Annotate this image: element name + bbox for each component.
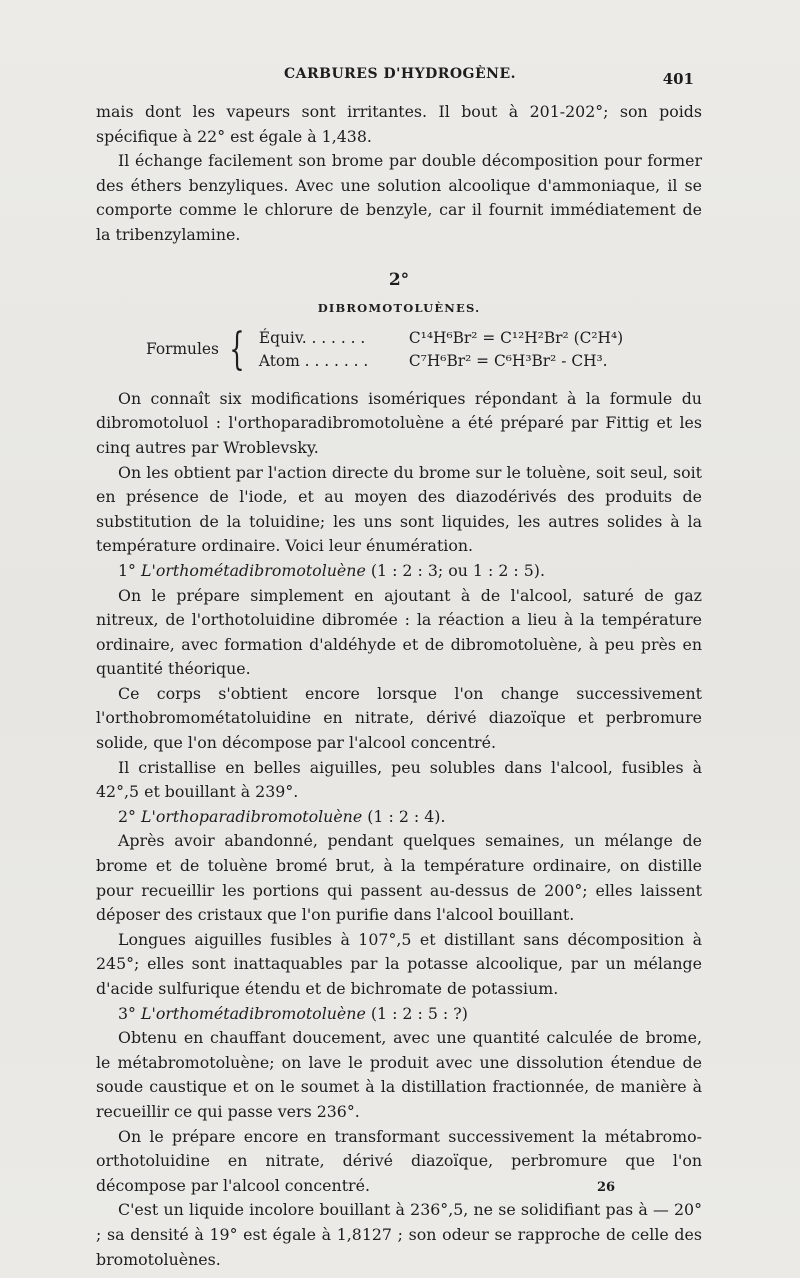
formula-key: Atom . . . . . . . bbox=[258, 351, 369, 370]
formula-label: Formules bbox=[146, 340, 219, 359]
paragraph: Ce corps s'obtient encore lorsque l'on change successivement l'orthobromométatoluidine en nitrate, dérivé diazoïque et perbromure solide, que l'on décompose par l'alcool concentré. bbox=[96, 683, 702, 753]
formula-row-equiv bbox=[259, 327, 623, 350]
subsection-number: 1° bbox=[118, 560, 136, 580]
paragraph: On connaît six modifications isomériques répondant à la formule du dibromotoluol : l'orthoparadibromotoluène a été préparé par Fittig et les cinq autres par Wroblevsky. bbox=[96, 388, 702, 457]
running-head: CARBURES D'HYDROGÈNE. bbox=[283, 66, 517, 82]
subsection-number: 3° bbox=[118, 1003, 136, 1023]
compound-name: L'orthoparadibromotoluène bbox=[140, 806, 363, 826]
compound-formula: (1 : 2 : 4). bbox=[367, 806, 446, 826]
subsection-heading-3 bbox=[96, 1002, 702, 1027]
subsection-heading-2 bbox=[96, 805, 702, 830]
compound-formula: (1 : 2 : 5 : ?) bbox=[370, 1003, 468, 1023]
paragraph: C'est un liquide incolore bouillant à 236°,5, ne se solidifiant pas à — 20° ; sa densité à 19° est égale à 1,8127 ; son odeur se rapproche de celle des bromotoluènes. bbox=[96, 1200, 702, 1269]
paragraph: Obtenu en chauffant doucement, avec une quantité calculée de brome, le métabromotoluène; on lave le produit avec une dissolution étendue de soude caustique et on le soumet à la distillation fractionnée, de manière à recueillir ce qui passe vers 236°. bbox=[96, 1028, 702, 1121]
paragraph: On le prépare encore en transformant successivement la métabromo-orthotoluidine en nitrate, dérivé diazoïque, perbromure que l'on décompose par l'alcool concentré. bbox=[96, 1126, 702, 1195]
subsection-number: 2° bbox=[118, 806, 136, 826]
formula-block bbox=[146, 323, 702, 375]
page-body bbox=[96, 100, 702, 1272]
paragraph: Après avoir abandonné, pendant quelques semaines, un mélange de brome et de toluène bromé brut, à la température ordinaire, on distille pour recueillir les portions qui passent au-dessus de 200°; elles laissent déposer des cristaux que l'on purifie dans l'alcool bouillant. bbox=[96, 831, 702, 925]
formula-value: C¹⁴H⁶Br² = C¹²H²Br² (C²H⁴) bbox=[408, 328, 624, 347]
signature-mark: 26 bbox=[597, 1180, 616, 1195]
paragraph: mais dont les vapeurs sont irritantes. Il bout à 201-202°; son poids spécifique à 22° est égale à 1,438. bbox=[96, 102, 702, 146]
section-number: 2° bbox=[388, 269, 410, 290]
formula-key: Équiv. . . . . . . bbox=[258, 328, 366, 347]
page-number: 401 bbox=[662, 70, 694, 88]
brace-glyph: { bbox=[229, 323, 245, 375]
paragraph: On le prépare simplement en ajoutant à de l'alcool, saturé de gaz nitreux, de l'orthotoluidine dibromée : la réaction a lieu à la température ordinaire, avec formation d'aldéhyde et de dibromotoluène, à peu près en quantité théorique. bbox=[96, 585, 702, 679]
paragraph: On les obtient par l'action directe du brome sur le toluène, soit seul, soit en présence de l'iode, et au moyen des diazodérivés des produits de substitution de la toluidine; les uns sont liquides, les autres solides à la température ordinaire. Voici leur énumération. bbox=[96, 462, 702, 556]
compound-name: L'orthométadibromotoluène bbox=[140, 1003, 366, 1023]
paragraph: Il échange facilement son brome par double décomposition pour former des éthers benzyliques. Avec une solution alcoolique d'ammoniaque, il se comporte comme le chlorure de benzyle, car il fournit immédiatement de la tribenzylamine. bbox=[96, 151, 702, 244]
paragraph: Longues aiguilles fusibles à 107°,5 et distillant sans décomposition à 245°; elles sont inattaquables par la potasse alcoolique, par un mélange d'acide sulfurique étendu et de bichromate de potassium. bbox=[96, 929, 702, 998]
formula-value: C⁷H⁶Br² = C⁶H³Br² - CH³. bbox=[408, 351, 608, 370]
section-title: DIBROMOTOLUÈNES. bbox=[317, 301, 481, 316]
compound-name: L'orthométadibromotoluène bbox=[140, 560, 366, 580]
formula-rows bbox=[259, 327, 623, 373]
page-header bbox=[96, 66, 704, 92]
compound-formula: (1 : 2 : 3; ou 1 : 2 : 5). bbox=[370, 560, 545, 580]
subsection-heading-1 bbox=[96, 559, 702, 584]
paragraph: Il cristallise en belles aiguilles, peu solubles dans l'alcool, fusibles à 42°,5 et bouillant à 239°. bbox=[96, 757, 702, 802]
formula-row-atom bbox=[259, 350, 623, 373]
